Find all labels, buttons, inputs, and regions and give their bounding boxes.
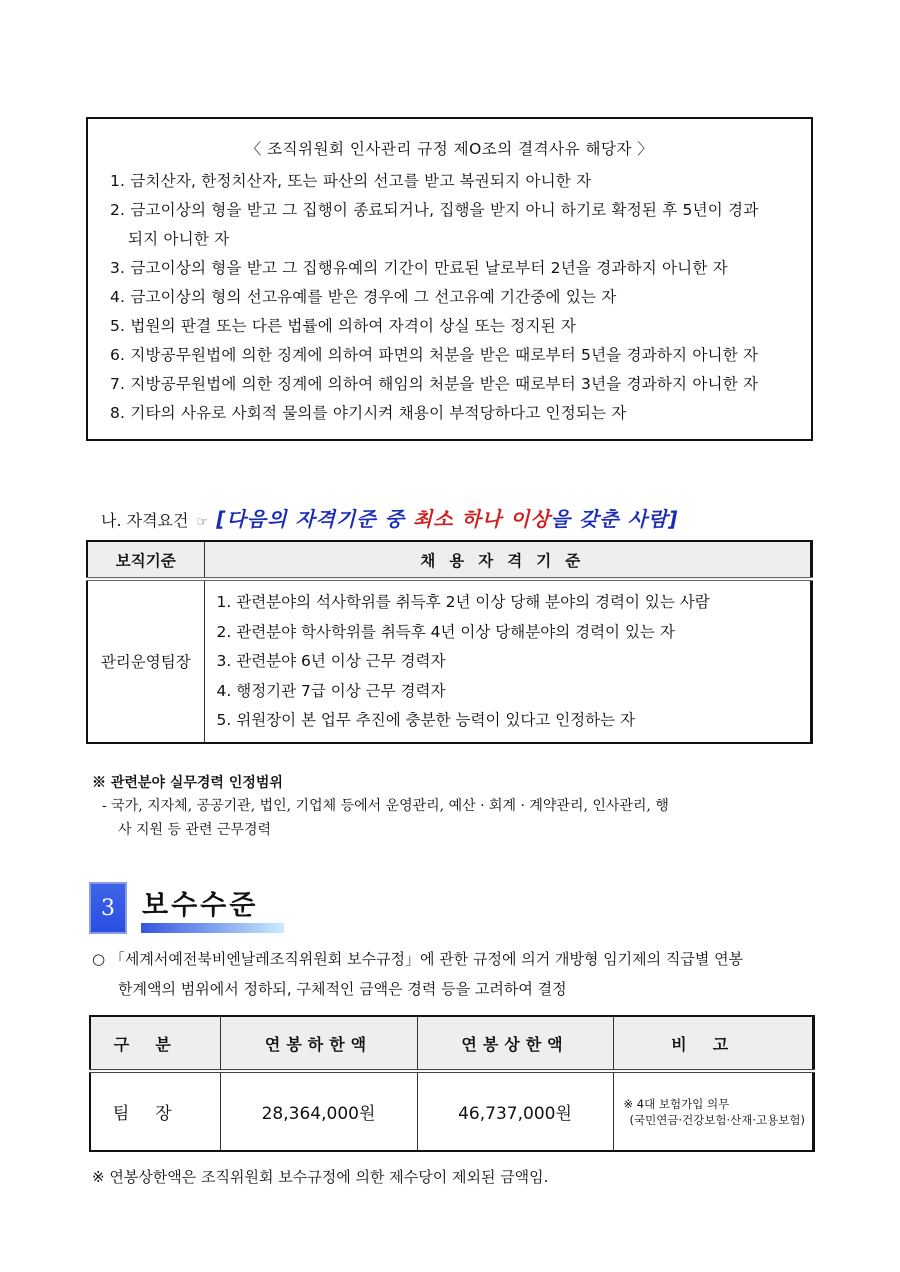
disqualification-box	[86, 117, 813, 441]
experience-note-body: - 국가, 지자체, 공공기관, 법인, 기업체 등에서 운영관리, 예산 · 회계 · 계약관리, 인사관리, 행 사 지원 등 관련 근무경력	[102, 798, 669, 838]
experience-note-title: ※ 관련분야 실무경력 인정범위	[92, 775, 283, 791]
disqualification-item: 8. 기타의 사유로 사회적 물의를 야기시켜 채용이 부적당하다고 인정되는 자	[110, 404, 627, 422]
criteria-cell	[204, 579, 812, 743]
criteria-item: 5. 위원장이 본 업무 추진에 충분한 능력이 있다고 인정하는 자	[216, 711, 635, 729]
remark-cell: ※ 4대 보험가입 의무 (국민연금·건강보험·산재·고용보험)	[613, 1071, 814, 1151]
table-row	[90, 1071, 814, 1151]
disqualification-item: 6. 지방공무원법에 의한 징계에 의하여 파면의 처분을 받은 때로부터 5년을 경과하지 아니한 자	[110, 346, 759, 364]
header-category: 구분	[90, 1016, 220, 1071]
table-header-row	[90, 1016, 814, 1071]
criteria-item: 1. 관련분야의 석사학위를 취득후 2년 이상 당해 분야의 경력이 있는 사람	[216, 593, 710, 611]
qualification-emphasis: [다음의 자격기준 중 최소 하나 이상을 갖춘 사람]	[216, 507, 679, 531]
criteria-item: 3. 관련분야 6년 이상 근무 경력자	[216, 652, 446, 670]
header-criteria: 채용자격기준	[204, 541, 812, 579]
disqualification-item: 7. 지방공무원법에 의한 징계에 의하여 해임의 처분을 받은 때로부터 3년을 경과하지 아니한 자	[110, 375, 759, 393]
qualification-label: 나. 자격요건	[101, 511, 189, 530]
min-salary-cell: 28,364,000원	[220, 1071, 417, 1151]
salary-table	[89, 1015, 815, 1152]
table-row	[87, 579, 812, 743]
header-max-salary: 연봉상한액	[417, 1016, 613, 1071]
header-remark: 비고	[613, 1016, 814, 1071]
pointing-hand-icon: ☞	[196, 515, 209, 530]
qualification-table	[86, 540, 813, 744]
table-header-row	[87, 541, 812, 579]
disqualification-item: 2. 금고이상의 형을 받고 그 집행이 종료되거나, 집행을 받지 아니 하기로 확정된 후 5년이 경과 되지 아니한 자	[110, 201, 759, 248]
header-position: 보직기준	[87, 541, 204, 579]
header-min-salary: 연봉하한액	[220, 1016, 417, 1071]
disqualification-item: 5. 법원의 판결 또는 다른 법률에 의하여 자격이 상실 또는 정지된 자	[110, 317, 577, 335]
disqualification-item: 3. 금고이상의 형을 받고 그 집행유예의 기간이 만료된 날로부터 2년을 경과하지 아니한 자	[110, 259, 728, 277]
disqualification-item: 4. 금고이상의 형의 선고유예를 받은 경우에 그 선고유예 기간중에 있는 자	[110, 288, 617, 306]
criteria-item: 2. 관련분야 학사학위를 취득후 4년 이상 당해분야의 경력이 있는 자	[216, 622, 675, 641]
category-cell: 팀장	[90, 1071, 220, 1151]
max-salary-cell: 46,737,000원	[417, 1071, 613, 1151]
disqualification-title: 〈 조직위원회 인사관리 규정 제O조의 결격사유 해당자 〉	[245, 140, 654, 158]
section-number-badge: 3	[89, 882, 127, 934]
position-cell: 관리운영팀장	[87, 579, 204, 743]
salary-paragraph: ○ 「세계서예전북비엔날레조직위원회 보수규정」에 관한 규정에 의거 개방형 임기제의 직급별 연봉 한계액의 범위에서 정하되, 구체적인 금액은 경력 등을 고려하여 결정	[92, 950, 744, 998]
salary-footnote: ※ 연봉상한액은 조직위원회 보수규정에 의한 제수당이 제외된 금액임.	[92, 1168, 549, 1186]
circle-bullet-icon: ○	[92, 950, 106, 968]
experience-note	[92, 772, 817, 842]
qualification-heading	[101, 503, 678, 532]
criteria-item: 4. 행정기관 7급 이상 근무 경력자	[216, 681, 446, 700]
disqualification-item: 1. 금치산자, 한정치산자, 또는 파산의 선고를 받고 복권되지 아니한 자	[110, 172, 592, 190]
section-title: 보수수준	[142, 890, 259, 921]
section-title-underline	[141, 923, 284, 933]
